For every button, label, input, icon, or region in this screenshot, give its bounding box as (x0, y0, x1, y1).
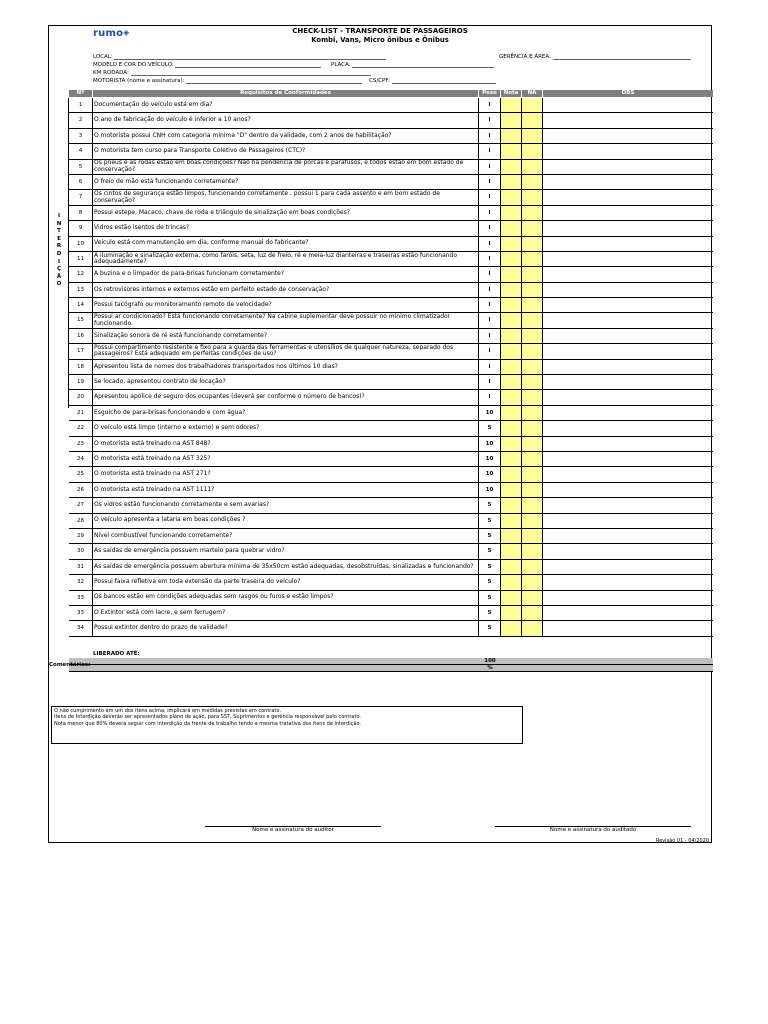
table-row (69, 421, 713, 436)
table-row (69, 267, 713, 282)
row-na-input[interactable] (522, 498, 543, 512)
row-requirement: Esguicho de para-brisas funcionando e com água? (93, 406, 479, 420)
row-weight: 10 (479, 467, 501, 481)
row-na-input[interactable] (522, 237, 543, 251)
row-obs-input[interactable] (543, 390, 713, 404)
row-requirement: Possui compartimento resistente e fixo para a guarda das ferramentas e utensílios de qualquer natureza, separado dos passageiros? Está adequado em perfeitas condições de uso? (93, 344, 479, 358)
table-row (69, 329, 713, 344)
row-number: 33 (69, 591, 93, 605)
table-row (69, 298, 713, 313)
row-requirement: O Extintor está com lacre, e sem ferrugem? (93, 606, 479, 620)
row-na-input[interactable] (522, 390, 543, 404)
row-requirement: Os vidros estão funcionando corretamente e sem avarias? (93, 498, 479, 512)
row-score-input[interactable] (501, 190, 522, 204)
table-row (69, 375, 713, 390)
row-na-input[interactable] (522, 129, 543, 143)
row-number: 7 (69, 190, 93, 204)
row-requirement: Apresentou apólice de seguro dos ocupantes (deverá ser conforme o número de bancos)? (93, 390, 479, 404)
row-obs-input[interactable] (543, 544, 713, 558)
row-na-input[interactable] (522, 406, 543, 420)
table-row (69, 452, 713, 467)
row-obs-input[interactable] (543, 98, 713, 112)
table-row (69, 514, 713, 529)
row-na-input[interactable] (522, 621, 543, 635)
table-row (69, 621, 713, 636)
table-row (69, 467, 713, 482)
row-weight: I (479, 344, 501, 358)
table-row (69, 160, 713, 175)
row-number: 13 (69, 283, 93, 297)
row-requirement: O motorista está treinado na AST 1111? (93, 483, 479, 497)
table-row (69, 498, 713, 513)
row-weight: 10 (479, 437, 501, 451)
table-row (69, 206, 713, 221)
row-weight: I (479, 375, 501, 389)
col-header-req: Requisitos de Conformidades (93, 90, 479, 97)
interdicao-label: I N T E R D I Ç Ã O (56, 213, 62, 288)
row-number: 20 (69, 390, 93, 404)
table-row (69, 544, 713, 559)
table-row (69, 483, 713, 498)
liberado-label: LIBERADO ATÉ: (93, 651, 140, 657)
rules-note-2: Itens de Interdição deverão ser apresentados plano de ação, para SST, Suprimentos e gerência responsável pelo contrato. (54, 714, 362, 721)
row-score-input[interactable] (501, 560, 522, 574)
row-obs-input[interactable] (543, 252, 713, 266)
row-score-input[interactable] (501, 360, 522, 374)
row-obs-input[interactable] (543, 498, 713, 512)
row-na-input[interactable] (522, 175, 543, 189)
local-field[interactable]: LOCAL: (93, 53, 386, 60)
row-weight: 5 (479, 591, 501, 605)
row-na-input[interactable] (522, 606, 543, 620)
row-score-input[interactable] (501, 237, 522, 251)
row-requirement: Documentação do veículo está em dia? (93, 98, 479, 112)
table-row (69, 437, 713, 452)
row-weight: 5 (479, 421, 501, 435)
row-weight: I (479, 313, 501, 327)
row-obs-input[interactable] (543, 190, 713, 204)
row-obs-input[interactable] (543, 375, 713, 389)
row-score-input[interactable] (501, 313, 522, 327)
row-weight: 5 (479, 575, 501, 589)
row-weight: 5 (479, 621, 501, 635)
row-na-input[interactable] (522, 514, 543, 528)
document-title: CHECK-LIST - TRANSPORTE DE PASSAGEIROS (292, 27, 468, 35)
row-number: 22 (69, 421, 93, 435)
col-header-nota: Nota (501, 90, 522, 97)
row-na-input[interactable] (522, 329, 543, 343)
row-requirement: Possui estepe, Macaco, chave de roda e triângulo de sinalização em boas condições? (93, 206, 479, 220)
totals-area (69, 658, 713, 672)
row-requirement: O freio de mão está funcionando corretamente? (93, 175, 479, 189)
row-obs-input[interactable] (543, 129, 713, 143)
row-number: 10 (69, 237, 93, 251)
row-requirement: O veículo apresenta a lataria em boas condições ? (93, 514, 479, 528)
row-obs-input[interactable] (543, 529, 713, 543)
row-number: 28 (69, 514, 93, 528)
row-obs-input[interactable] (543, 591, 713, 605)
table-row (69, 113, 713, 128)
row-requirement: O motorista possui CNH com categoria mínima "D" dentro da validade, com 2 anos de habilitação? (93, 129, 479, 143)
row-number: 5 (69, 160, 93, 174)
modelo-field[interactable]: MODELO E COR DO VEÍCULO: (93, 61, 321, 68)
row-number: 18 (69, 360, 93, 374)
company-logo: rumo◈ (93, 28, 130, 39)
row-obs-input[interactable] (543, 206, 713, 220)
row-number: 17 (69, 344, 93, 358)
row-number: 21 (69, 406, 93, 420)
row-weight: I (479, 237, 501, 251)
rules-note-1: O não cumprimento em um dos itens acima, implicará em medidas previstas em contrato. (54, 708, 281, 714)
row-na-input[interactable] (522, 267, 543, 281)
row-number: 19 (69, 375, 93, 389)
row-na-input[interactable] (522, 221, 543, 235)
row-requirement: O motorista está treinado na AST 271? (93, 467, 479, 481)
auditado-signature[interactable] (495, 826, 691, 833)
row-score-input[interactable] (501, 437, 522, 451)
row-na-input[interactable] (522, 452, 543, 466)
table-row (69, 313, 713, 328)
row-score-input[interactable] (501, 252, 522, 266)
row-score-input[interactable] (501, 621, 522, 635)
row-requirement: Veículo está com manutenção em dia, conforme manual do fabricante? (93, 237, 479, 251)
row-na-input[interactable] (522, 113, 543, 127)
row-number: 4 (69, 144, 93, 158)
row-score-input[interactable] (501, 514, 522, 528)
row-weight: I (479, 283, 501, 297)
row-weight: I (479, 298, 501, 312)
row-na-input[interactable] (522, 483, 543, 497)
row-na-input[interactable] (522, 575, 543, 589)
row-na-input[interactable] (522, 144, 543, 158)
row-score-input[interactable] (501, 160, 522, 174)
document-subtitle: Kombi, Vans, Micro ônibus e Ônibus (311, 36, 449, 44)
row-requirement: Os bancos estão em condições adequadas sem rasgos ou furos e estão limpos? (93, 591, 479, 605)
percent-row (69, 665, 713, 672)
row-requirement: O motorista tem curso para Transporte Coletivo de Passageiros (CTC)? (93, 144, 479, 158)
row-weight: 5 (479, 560, 501, 574)
row-score-input[interactable] (501, 498, 522, 512)
row-number: 14 (69, 298, 93, 312)
table-row (69, 252, 713, 267)
row-number: 23 (69, 437, 93, 451)
row-requirement: Sinalização sonora de ré está funcionando corretamente? (93, 329, 479, 343)
row-obs-input[interactable] (543, 221, 713, 235)
row-number: 1 (69, 98, 93, 112)
row-score-input[interactable] (501, 544, 522, 558)
row-number: 16 (69, 329, 93, 343)
row-weight: I (479, 160, 501, 174)
table-row (69, 591, 713, 606)
row-na-input[interactable] (522, 421, 543, 435)
row-requirement: Se locado, apresentou contrato de locação? (93, 375, 479, 389)
row-score-input[interactable] (501, 375, 522, 389)
auditor-signature[interactable] (205, 826, 381, 833)
table-row (69, 175, 713, 190)
row-number: 27 (69, 498, 93, 512)
row-number: 9 (69, 221, 93, 235)
requirements-table (69, 98, 713, 637)
row-number: 31 (69, 560, 93, 574)
row-requirement: Possui extintor dentro do prazo de validade? (93, 621, 479, 635)
row-na-input[interactable] (522, 560, 543, 574)
row-na-input[interactable] (522, 283, 543, 297)
row-score-input[interactable] (501, 344, 522, 358)
row-obs-input[interactable] (543, 144, 713, 158)
row-number: 34 (69, 621, 93, 635)
km-field[interactable]: KM RODADA: (93, 69, 371, 76)
table-row (69, 390, 713, 405)
row-weight: I (479, 252, 501, 266)
row-weight: I (479, 98, 501, 112)
row-obs-input[interactable] (543, 606, 713, 620)
row-requirement: Os pneus e as rodas estão em boas condições? Não há pendência de porcas e parafusos, e todos estão em bom estado de conservação? (93, 160, 479, 174)
row-weight: 5 (479, 544, 501, 558)
row-weight: 5 (479, 529, 501, 543)
row-score-input[interactable] (501, 606, 522, 620)
row-obs-input[interactable] (543, 467, 713, 481)
row-number: 15 (69, 313, 93, 327)
row-weight: 5 (479, 606, 501, 620)
row-number: 8 (69, 206, 93, 220)
row-score-input[interactable] (501, 406, 522, 420)
row-weight: 10 (479, 406, 501, 420)
row-na-input[interactable] (522, 252, 543, 266)
table-row (69, 360, 713, 375)
row-score-input[interactable] (501, 329, 522, 343)
row-weight: 5 (479, 498, 501, 512)
row-number: 33 (69, 606, 93, 620)
row-obs-input[interactable] (543, 452, 713, 466)
row-score-input[interactable] (501, 221, 522, 235)
comentarios-label: Comentários: (49, 662, 91, 668)
table-row (69, 98, 713, 113)
motorista-field[interactable]: MOTORISTA (nome e assinatura): (93, 77, 362, 84)
row-score-input[interactable] (501, 591, 522, 605)
row-na-input[interactable] (522, 313, 543, 327)
row-obs-input[interactable] (543, 329, 713, 343)
row-weight: I (479, 390, 501, 404)
row-na-input[interactable] (522, 360, 543, 374)
row-weight: I (479, 221, 501, 235)
rules-note-3: Nota menor que 80% deverá seguir com interdição da frente de trabalho tendo a mesma tratativa dos itens de interdição. (54, 720, 361, 727)
placa-field[interactable]: PLACA: (331, 61, 494, 68)
row-number: 12 (69, 267, 93, 281)
row-obs-input[interactable] (543, 175, 713, 189)
row-score-input[interactable] (501, 129, 522, 143)
row-na-input[interactable] (522, 190, 543, 204)
table-row (69, 406, 713, 421)
row-number: 2 (69, 113, 93, 127)
row-obs-input[interactable] (543, 360, 713, 374)
row-na-input[interactable] (522, 529, 543, 543)
row-number: 3 (69, 129, 93, 143)
row-score-input[interactable] (501, 267, 522, 281)
table-row (69, 144, 713, 159)
row-number: 26 (69, 483, 93, 497)
row-requirement: O veículo está limpo (interno e externo) e sem odores? (93, 421, 479, 435)
row-obs-input[interactable] (543, 344, 713, 358)
col-header-na: NA (522, 90, 543, 97)
table-row (69, 560, 713, 575)
table-row (69, 344, 713, 359)
total-row (69, 658, 713, 665)
total-value: 100 (484, 658, 496, 664)
table-row (69, 221, 713, 236)
row-requirement: Apresentou lista de nomes dos trabalhadores transportados nos últimos 10 dias? (93, 360, 479, 374)
row-score-input[interactable] (501, 390, 522, 404)
row-weight: 5 (479, 514, 501, 528)
revision-label: Revisão 01 - 04/2020 (655, 838, 709, 844)
table-row (69, 129, 713, 144)
row-requirement: Possui tacógrafo ou monitoramento remoto de velocidade? (93, 298, 479, 312)
table-row (69, 283, 713, 298)
row-na-input[interactable] (522, 160, 543, 174)
row-obs-input[interactable] (543, 560, 713, 574)
row-requirement: A iluminação e sinalização externa, como faróis, seta, luz de freio, ré e meia-luz dianteiras e traseiras estão funcionando adequadamente? (93, 252, 479, 266)
row-obs-input[interactable] (543, 237, 713, 251)
row-obs-input[interactable] (543, 514, 713, 528)
row-weight: I (479, 129, 501, 143)
row-number: 30 (69, 544, 93, 558)
row-number: 25 (69, 467, 93, 481)
gerencia-field[interactable]: GERÊNCIA E ÁREA: (499, 53, 691, 60)
cs-field[interactable]: CS/CPF: (369, 77, 496, 84)
table-row (69, 575, 713, 590)
row-obs-input[interactable] (543, 313, 713, 327)
row-requirement: As saídas de emergência possuem martelo para quebrar vidro? (93, 544, 479, 558)
row-score-input[interactable] (501, 98, 522, 112)
row-weight: I (479, 144, 501, 158)
row-score-input[interactable] (501, 575, 522, 589)
row-obs-input[interactable] (543, 160, 713, 174)
auditor-signature-label: Nome e assinatura do auditor (252, 827, 334, 833)
row-score-input[interactable] (501, 452, 522, 466)
row-na-input[interactable] (522, 544, 543, 558)
checklist-sheet (48, 25, 712, 843)
row-obs-input[interactable] (543, 406, 713, 420)
row-requirement: As saídas de emergência possuem abertura mínima de 35x50cm estão adequadas, desobstruídas, sinalizadas e funcionando? (93, 560, 479, 574)
row-score-input[interactable] (501, 529, 522, 543)
row-score-input[interactable] (501, 298, 522, 312)
row-score-input[interactable] (501, 467, 522, 481)
row-requirement: Possui ar condicionado? Está funcionando corretamente? Na cabine suplementar deve possuir no mínimo climatizador funcionando. (93, 313, 479, 327)
row-weight: I (479, 329, 501, 343)
col-header-num: Nº (69, 90, 93, 97)
row-obs-input[interactable] (543, 575, 713, 589)
row-number: 24 (69, 452, 93, 466)
row-requirement: O motorista está treinado na AST 325? (93, 452, 479, 466)
row-obs-input[interactable] (543, 437, 713, 451)
col-header-obs: OBS (543, 90, 713, 97)
row-number: 6 (69, 175, 93, 189)
interdicao-column (49, 98, 69, 408)
table-row (69, 190, 713, 205)
row-na-input[interactable] (522, 344, 543, 358)
row-requirement: Nível combustível funcionando corretamente? (93, 529, 479, 543)
row-requirement: Vidros estão isentos de trincas? (93, 221, 479, 235)
col-header-peso: Peso (479, 90, 501, 97)
row-obs-input[interactable] (543, 621, 713, 635)
row-score-input[interactable] (501, 421, 522, 435)
row-number: 32 (69, 575, 93, 589)
row-score-input[interactable] (501, 113, 522, 127)
row-score-input[interactable] (501, 144, 522, 158)
row-obs-input[interactable] (543, 113, 713, 127)
row-obs-input[interactable] (543, 298, 713, 312)
row-na-input[interactable] (522, 591, 543, 605)
row-na-input[interactable] (522, 98, 543, 112)
row-requirement: O motorista está treinado na AST 848? (93, 437, 479, 451)
row-na-input[interactable] (522, 437, 543, 451)
row-obs-input[interactable] (543, 421, 713, 435)
table-row (69, 529, 713, 544)
row-na-input[interactable] (522, 375, 543, 389)
row-obs-input[interactable] (543, 483, 713, 497)
row-requirement: Os retrovisores internos e externos estão em perfeito estado de conservação? (93, 283, 479, 297)
row-na-input[interactable] (522, 206, 543, 220)
row-obs-input[interactable] (543, 283, 713, 297)
row-score-input[interactable] (501, 175, 522, 189)
row-weight: I (479, 267, 501, 281)
row-requirement: Possui faixa refletiva em toda extensão da parte traseira do veículo? (93, 575, 479, 589)
row-requirement: O ano de fabricação do veículo é inferior a 10 anos? (93, 113, 479, 127)
row-weight: I (479, 190, 501, 204)
row-requirement: Os cintos de segurança estão limpos, funcionando corretamente , possui 1 para cada assento e em bom estado de conservação? (93, 190, 479, 204)
row-weight: 10 (479, 483, 501, 497)
row-weight: I (479, 175, 501, 189)
row-number: 11 (69, 252, 93, 266)
row-weight: I (479, 206, 501, 220)
row-obs-input[interactable] (543, 267, 713, 281)
auditado-signature-label: Nome e assinatura do auditado (549, 827, 637, 833)
row-na-input[interactable] (522, 298, 543, 312)
rules-note-box (51, 706, 523, 744)
row-score-input[interactable] (501, 206, 522, 220)
row-score-input[interactable] (501, 283, 522, 297)
table-row (69, 606, 713, 621)
row-requirement: A buzina e o limpador de para-brisas funcionam corretamente? (93, 267, 479, 281)
row-weight: 10 (479, 452, 501, 466)
row-na-input[interactable] (522, 467, 543, 481)
row-weight: I (479, 113, 501, 127)
row-score-input[interactable] (501, 483, 522, 497)
row-number: 29 (69, 529, 93, 543)
percent-value: % (487, 665, 493, 671)
table-row (69, 237, 713, 252)
row-weight: I (479, 360, 501, 374)
